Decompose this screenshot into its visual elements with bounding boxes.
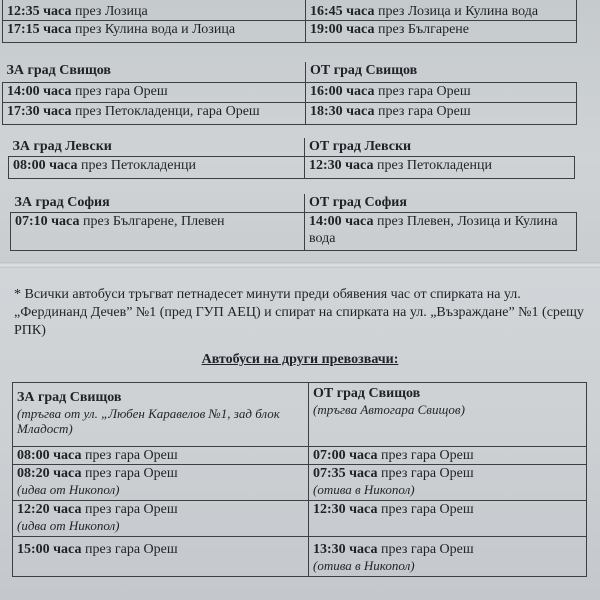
schedule-cell: 08:00 часа през гара Ореш <box>13 447 309 465</box>
schedule-cell: 17:30 часа през Петокладенци, гара Ореш <box>3 102 306 124</box>
svishtov-table <box>2 62 577 125</box>
schedule-cell: 18:30 часа през гара Ореш <box>306 102 577 124</box>
sofia-table <box>10 194 577 251</box>
from-sofia-header: ОТ град София <box>305 194 577 212</box>
departure-point-note: (тръгва Автогара Свищов) <box>313 402 465 417</box>
departure-note: * Всички автобуси тръгват петнадесет минути преди обявения час от спирката на ул. „Фердинанд Дечев” №1 (пред ГУП АЕЦ) и спират на спирката на ул. „Възраждане” №1 (срещу РПК) <box>14 287 584 338</box>
schedule-cell: 07:00 часа през гара Ореш <box>309 447 587 465</box>
schedule-cell: 13:30 часа през гара Ореш (отива в Никопол) <box>309 537 587 577</box>
schedule-cell: 12:35 часа през Лозица <box>3 0 306 21</box>
schedule-cell: 12:20 часа през гара Ореш (идва от Никопол) <box>13 501 309 537</box>
to-sofia-header: ЗА град София <box>11 194 305 212</box>
schedule-cell: 08:20 часа през гара Ореш (идва от Никопол) <box>13 465 309 501</box>
from-svishtov-header: ОТ град Свищов (тръгва Автогара Свищов) <box>309 383 587 447</box>
to-svishtov-header: ЗА град Свищов <box>3 62 306 82</box>
schedule-cell: 17:15 часа през Кулина вода и Лозица <box>3 21 306 43</box>
schedule-cell: 19:00 часа през Българене <box>306 21 577 43</box>
to-svishtov-header: ЗА град Свищов (тръгва от ул. „Любен Каравелов №1, зад блок Младост) <box>13 383 309 447</box>
schedule-cell: 07:10 часа през Българене, Плевен <box>11 212 305 250</box>
from-levski-header: ОТ град Левски <box>305 138 575 156</box>
schedule-cell: 15:00 часа през гара Ореш <box>13 537 309 577</box>
schedule-cell: 16:45 часа през Лозица и Кулина вода <box>306 0 577 21</box>
schedule-cell: 14:00 часа през гара Ореш <box>3 82 306 102</box>
schedule-cell: 12:30 часа през Петокладенци <box>305 156 575 178</box>
levski-table <box>8 138 575 179</box>
upper-table-top <box>2 0 577 43</box>
schedule-cell: 16:00 часа през гара Ореш <box>306 82 577 102</box>
other-carriers-table <box>12 382 587 577</box>
schedule-cell: 08:00 часа през Петокладенци <box>9 156 305 178</box>
paper-fold <box>0 262 600 268</box>
schedule-cell: 07:35 часа през гара Ореш (отива в Никопол) <box>309 465 587 501</box>
other-carriers-title: Автобуси на други превозвачи: <box>201 352 399 367</box>
schedule-cell: 14:00 часа през Плевен, Лозица и Кулина вода <box>305 212 577 250</box>
to-levski-header: ЗА град Левски <box>9 138 305 156</box>
departure-point-note: (тръгва от ул. „Любен Каравелов №1, зад блок Младост) <box>17 406 280 436</box>
schedule-cell: 12:30 часа през гара Ореш <box>309 501 587 537</box>
from-svishtov-header: ОТ град Свищов <box>306 62 577 82</box>
